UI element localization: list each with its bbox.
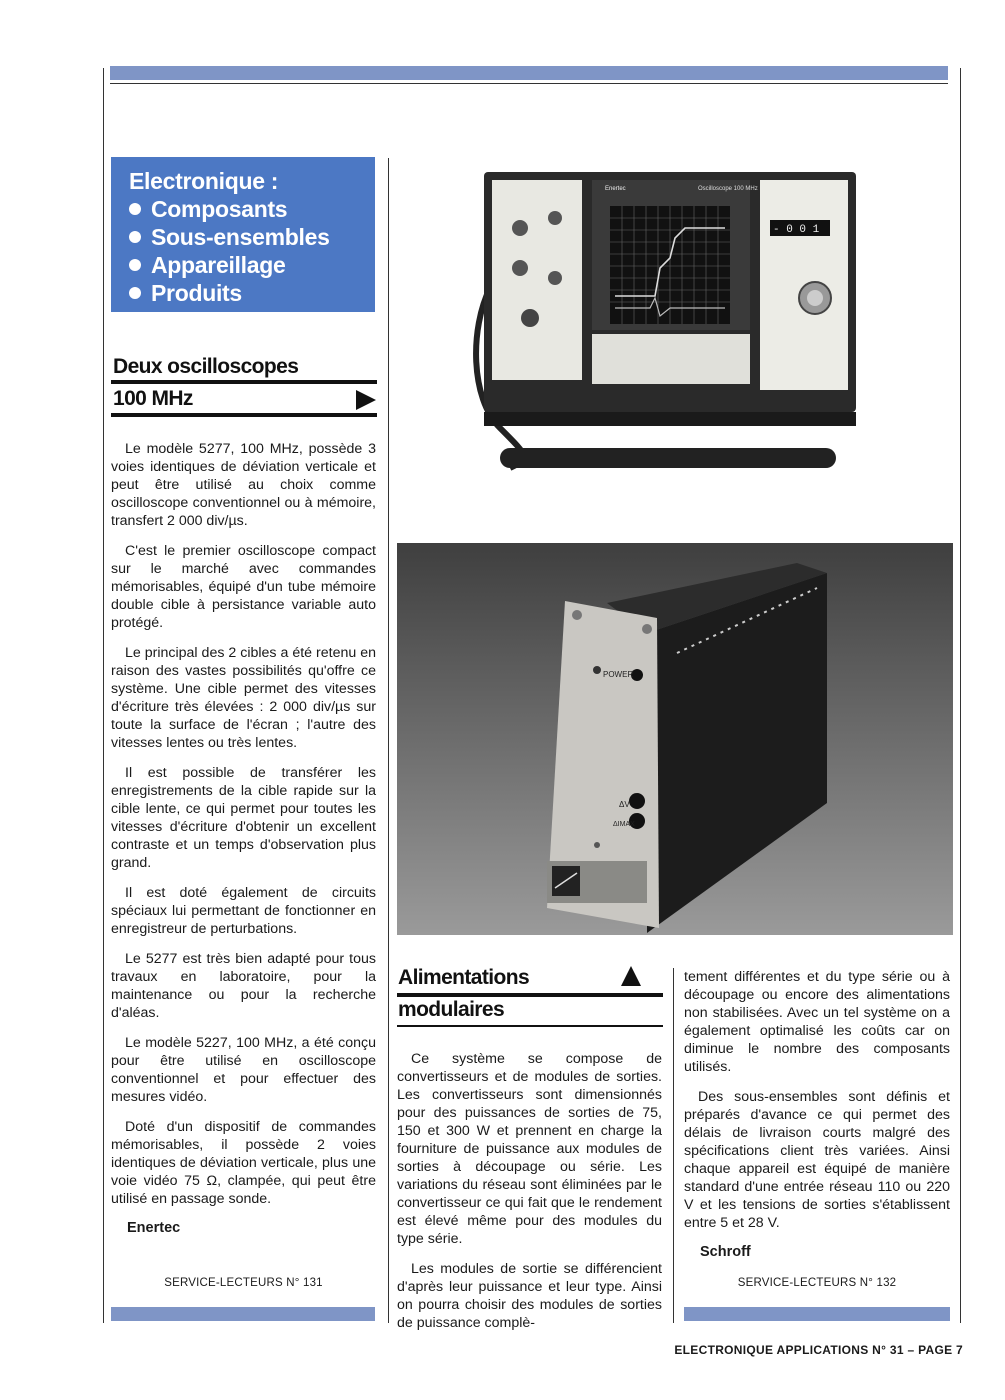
adjust-label-1: ΔV: [619, 800, 630, 809]
column-separator: [673, 968, 674, 1323]
oscilloscope-model-label: Oscilloscope 100 MHz: [698, 186, 758, 192]
paragraph: Le principal des 2 cibles a été retenu en raison des vastes possibilités qu'offre ce système. Une cible permet des vitesses d'écriture très élevées : 2 000 div/µs sur toute la surface de l'écran ; l'autre des vitesses lentes ou très lentes.: [111, 645, 376, 751]
headline-rule: [111, 413, 377, 417]
article2-headline: Alimentations: [398, 966, 530, 989]
left-border: [103, 68, 104, 1323]
paragraph: Il est possible de transférer les enregistrements de la cible rapide sur la cible lente, ce qui permet pour toutes les vitesses d'écriture d'obtenir un excellent contraste et un temps d'observation plus grand.: [111, 765, 376, 871]
category-item: Sous-ensembles: [129, 223, 375, 251]
paragraph: Ce système se compose de convertisseurs et de modules de sorties. Les convertisseurs sont dimensionnés pour des puissances de sorties de 75, 150 et 300 W et prennent en charge la fourniture de puissance aux modules de sorties à découpage ou série. Les variations du réseau sont éliminées par le convertisseur ce qui fait que le rendement est élevé même pour des modules du type série.: [397, 1051, 662, 1247]
article1-headline: Deux oscilloscopes: [113, 355, 299, 378]
article1-headline-2: 100 MHz: [113, 387, 193, 410]
category-item: Produits: [129, 279, 375, 307]
bottom-color-bar: [684, 1307, 950, 1321]
paragraph: Le 5277 est très bien adapté pour tous travaux en laboratoire, pour la maintenance ou pour la recherche d'aléas.: [111, 951, 376, 1021]
column-separator: [388, 158, 389, 1323]
category-title: Electronique :: [129, 168, 279, 194]
article2-headline-2: modulaires: [398, 998, 505, 1021]
signature: Enertec: [127, 1220, 181, 1236]
category-box: [111, 157, 375, 312]
signature: Schroff: [700, 1244, 751, 1260]
top-color-bar: [110, 66, 948, 80]
paragraph: Des sous-ensembles sont définis et préparés d'avance ce qui permet des délais de livraison courts malgré des spécifications client très variées. Ainsi chaque appareil est équipé de manière standard d'une entrée réseau 110 ou 220 V et les tensions de sorties s'établissent entre 5 et 28 V.: [684, 1089, 950, 1231]
oscilloscope-photo: [470, 158, 870, 488]
paragraph: C'est le premier oscilloscope compact sur le marché avec commandes mémorisables, équipé d'un tube mémoire double cible à persistance variable auto protégé.: [111, 543, 376, 631]
arrow-up-icon: [621, 966, 641, 986]
bullet-icon: [129, 259, 141, 271]
article1-body: [111, 440, 376, 1236]
service-readers: SERVICE-LECTEURS N° 132: [737, 1277, 897, 1289]
article2-continued: [684, 968, 950, 1260]
power-supply-photo: [397, 543, 953, 935]
headline-rule: [397, 993, 663, 997]
paragraph: Le modèle 5227, 100 MHz, a été conçu pour être utilisé en oscilloscope conventionnel et pour effectuer des mesures vidéo.: [111, 1035, 376, 1105]
article2-body: [397, 1050, 662, 1344]
category-item: Composants: [129, 195, 375, 223]
bullet-icon: [129, 203, 141, 215]
adjust-label-2: ΔIMAX: [613, 821, 635, 828]
paragraph: Il est doté également de circuits spéciaux lui permettant de fonctionner en enregistreur de perturbations.: [111, 885, 376, 937]
paragraph: Doté d'un dispositif de commandes mémorisables, il possède 2 voies identiques de déviation verticale, plus une voie vidéo 75 Ω, clampée, qui peut être utilisé en passage sonde.: [111, 1119, 376, 1207]
headline-rule: [397, 1025, 663, 1027]
page-footer: ELECTRONIQUE APPLICATIONS N° 31 – PAGE 7: [674, 1343, 963, 1357]
headline-rule: [111, 380, 377, 384]
paragraph: tement différentes et du type série ou à découpage ou encore des alimentations non stabilisées. Avec un tel système on a également optimalisé les coûts car on diminue le nombre des composants utilisés.: [684, 969, 950, 1075]
bottom-color-bar: [111, 1307, 375, 1321]
oscilloscope-display: - 0 0 1: [773, 224, 820, 236]
paragraph: Le modèle 5277, 100 MHz, possède 3 voies identiques de déviation verticale et peut être utilisé au choix comme oscilloscope conventionnel ou à mémoire, transfert 2 000 div/µs.: [111, 441, 376, 529]
paragraph: Les modules de sortie se différencient d'après leur puissance et leur type. Ainsi on pourra choisir des modules de sorties de puissance complè-: [397, 1261, 662, 1331]
service-readers: SERVICE-LECTEURS N° 131: [164, 1277, 323, 1289]
arrow-right-icon: [356, 390, 376, 410]
category-item: Appareillage: [129, 251, 375, 279]
power-label: POWER: [603, 670, 634, 679]
bullet-icon: [129, 287, 141, 299]
oscilloscope-brand-label: Enertec: [605, 186, 626, 192]
bullet-icon: [129, 231, 141, 243]
top-rule: [110, 83, 948, 84]
right-border: [960, 68, 961, 1323]
